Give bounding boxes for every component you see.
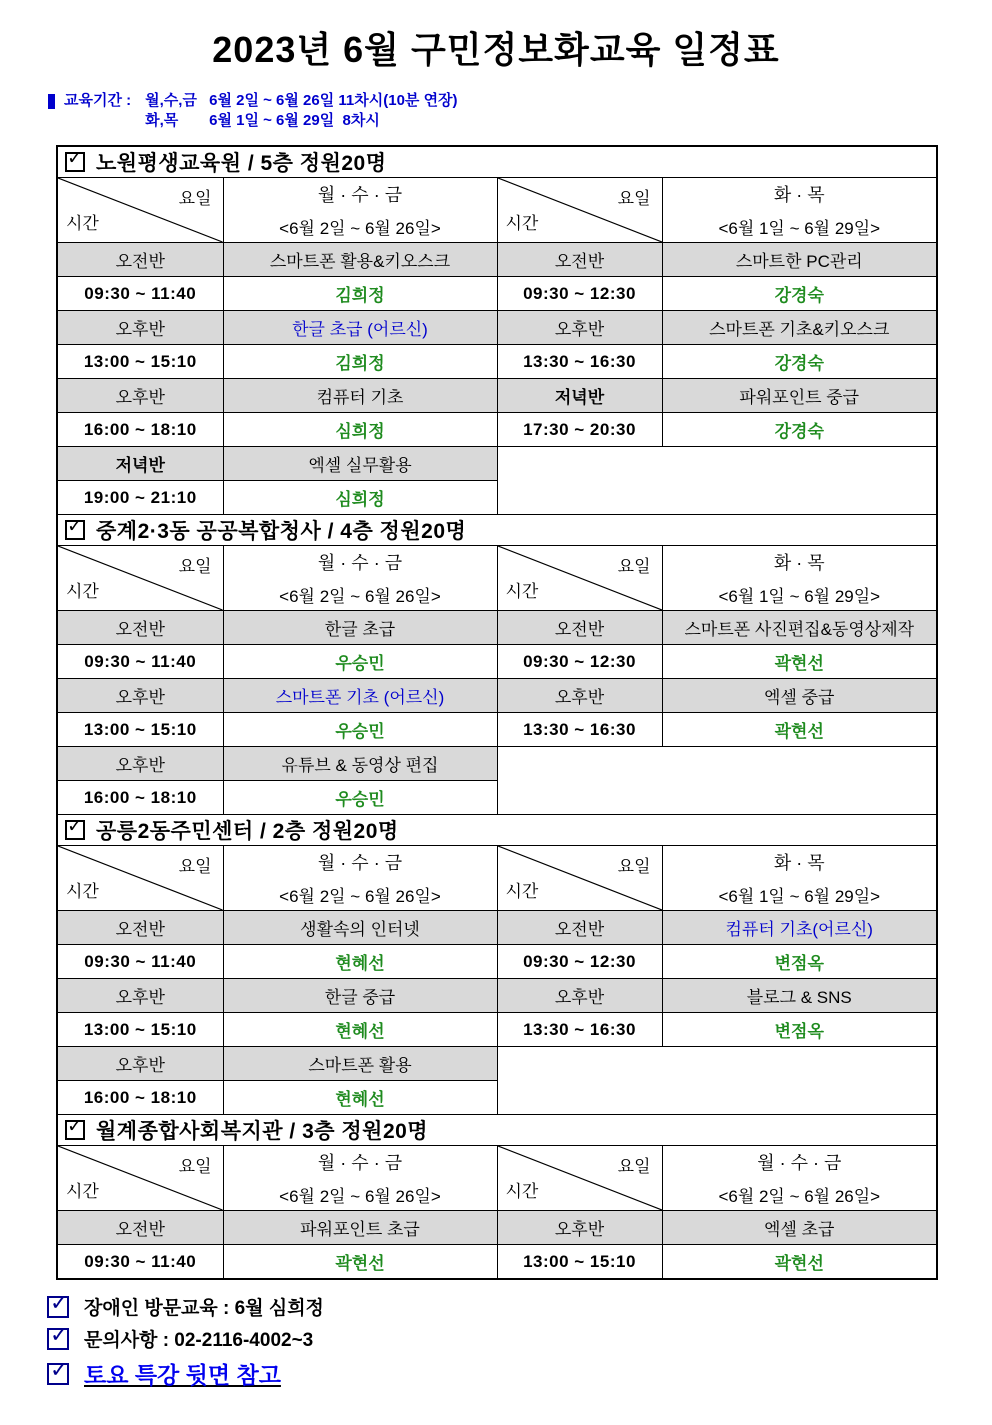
teacher-cell: 곽현선 bbox=[662, 1245, 937, 1280]
time-cell: 16:00 ~ 18:10 bbox=[57, 781, 223, 815]
class-label-cell: 오전반 bbox=[497, 243, 662, 277]
course-cell: 엑셀 초급 bbox=[662, 1211, 937, 1245]
day-dates: <6월 1일 ~ 6월 29일> bbox=[718, 887, 881, 906]
day-names: 월 · 수 · 금 bbox=[757, 1153, 842, 1173]
class-label-cell: 오후반 bbox=[57, 679, 223, 713]
course-cell: 엑셀 실무활용 bbox=[223, 447, 497, 481]
time-cell: 09:30 ~ 12:30 bbox=[497, 945, 662, 979]
teacher-cell: 곽현선 bbox=[662, 645, 937, 679]
day-dates: <6월 2일 ~ 6월 26일> bbox=[279, 587, 441, 606]
time-cell: 19:00 ~ 21:10 bbox=[57, 481, 223, 515]
empty-cell bbox=[497, 747, 937, 815]
day-axis-label: 요일 bbox=[617, 557, 651, 576]
time-cell: 09:30 ~ 12:30 bbox=[497, 645, 662, 679]
time-cell: 09:30 ~ 11:40 bbox=[57, 945, 223, 979]
day-axis-label: 요일 bbox=[617, 1157, 651, 1176]
day-header-cell bbox=[662, 1146, 937, 1211]
teacher-cell: 변점옥 bbox=[662, 945, 937, 979]
period-days: 화,목 bbox=[145, 112, 179, 129]
diagonal-header-cell bbox=[57, 1146, 223, 1211]
time-axis-label: 시간 bbox=[505, 582, 539, 601]
class-label-cell: 오전반 bbox=[57, 1211, 223, 1245]
day-dates: <6월 2일 ~ 6월 26일> bbox=[279, 1187, 441, 1206]
teacher-cell: 강경숙 bbox=[662, 345, 937, 379]
section-header bbox=[57, 1115, 937, 1146]
time-axis-label: 시간 bbox=[66, 214, 99, 233]
footer-note-text: 토요 특강 뒷면 참고 bbox=[84, 1362, 281, 1388]
day-header-cell bbox=[223, 178, 497, 243]
diagonal-header-cell bbox=[57, 546, 223, 611]
class-label-cell: 오후반 bbox=[497, 1211, 662, 1245]
course-cell: 엑셀 중급 bbox=[662, 679, 937, 713]
class-label-cell: 저녁반 bbox=[57, 447, 223, 481]
day-names: 월 · 수 · 금 bbox=[317, 185, 403, 205]
teacher-cell: 우승민 bbox=[223, 713, 497, 747]
class-label-cell: 오후반 bbox=[57, 979, 223, 1013]
day-names: 월 · 수 · 금 bbox=[317, 553, 403, 573]
teacher-cell: 현혜선 bbox=[223, 1013, 497, 1047]
time-cell: 09:30 ~ 12:30 bbox=[497, 277, 662, 311]
class-label-cell: 오후반 bbox=[57, 747, 223, 781]
course-cell: 파워포인트 중급 bbox=[662, 379, 937, 413]
time-cell: 13:00 ~ 15:10 bbox=[57, 1013, 223, 1047]
course-cell: 컴퓨터 기초 bbox=[223, 379, 497, 413]
section-header bbox=[57, 146, 937, 178]
footer-notes bbox=[47, 1289, 992, 1390]
diagonal-header-cell bbox=[57, 178, 223, 243]
education-period bbox=[48, 91, 992, 131]
course-cell: 스마트폰 활용 bbox=[223, 1047, 497, 1081]
day-dates: <6월 2일 ~ 6월 26일> bbox=[279, 219, 441, 238]
class-label-cell: 오후반 bbox=[497, 979, 662, 1013]
course-cell: 파워포인트 초급 bbox=[223, 1211, 497, 1245]
section-title: 중계2·3동 공공복합청사 / 4층 정원20명 bbox=[96, 520, 467, 543]
class-label-cell: 오후반 bbox=[57, 379, 223, 413]
footer-note-contact bbox=[47, 1321, 992, 1352]
checkbox-icon: ✓ bbox=[47, 1296, 69, 1318]
teacher-cell: 심희정 bbox=[223, 481, 497, 515]
section-title: 월계종합사회복지관 / 3층 정원20명 bbox=[96, 1120, 429, 1143]
page-title: 2023년 6월 구민정보화교육 일정표 bbox=[212, 29, 780, 70]
day-dates: <6월 1일 ~ 6월 29일> bbox=[718, 587, 881, 606]
time-cell: 13:30 ~ 16:30 bbox=[497, 345, 662, 379]
time-axis-label: 시간 bbox=[66, 1182, 99, 1201]
time-axis-label: 시간 bbox=[505, 882, 539, 901]
class-label-cell: 저녁반 bbox=[497, 379, 662, 413]
course-cell: 컴퓨터 기초(어르신) bbox=[662, 911, 937, 945]
time-cell: 16:00 ~ 18:10 bbox=[57, 413, 223, 447]
time-cell: 17:30 ~ 20:30 bbox=[497, 413, 662, 447]
class-label-cell: 오전반 bbox=[497, 611, 662, 645]
teacher-cell: 우승민 bbox=[223, 645, 497, 679]
period-days: 월,수,금 bbox=[145, 92, 197, 109]
time-axis-label: 시간 bbox=[66, 582, 99, 601]
time-cell: 13:30 ~ 16:30 bbox=[497, 713, 662, 747]
time-axis-label: 시간 bbox=[505, 1182, 539, 1201]
course-cell: 스마트한 PC관리 bbox=[662, 243, 937, 277]
section-header bbox=[57, 515, 937, 546]
day-dates: <6월 2일 ~ 6월 26일> bbox=[279, 887, 441, 906]
day-names: 월 · 수 · 금 bbox=[317, 1153, 403, 1173]
class-label-cell: 오전반 bbox=[497, 911, 662, 945]
blue-bar-icon bbox=[48, 94, 55, 109]
class-label-cell: 오후반 bbox=[497, 679, 662, 713]
time-cell: 13:00 ~ 15:10 bbox=[497, 1245, 662, 1280]
class-label-cell: 오후반 bbox=[57, 1047, 223, 1081]
day-names: 월 · 수 · 금 bbox=[317, 853, 403, 873]
teacher-cell: 심희정 bbox=[223, 413, 497, 447]
course-cell: 생활속의 인터넷 bbox=[223, 911, 497, 945]
teacher-cell: 김희정 bbox=[223, 345, 497, 379]
empty-cell bbox=[497, 1047, 937, 1115]
checkbox-icon: ✓ bbox=[65, 152, 85, 172]
diagonal-header-cell bbox=[497, 846, 662, 911]
day-header-cell bbox=[662, 546, 937, 611]
class-label-cell: 오후반 bbox=[497, 311, 662, 345]
teacher-cell: 강경숙 bbox=[662, 277, 937, 311]
day-header-cell bbox=[223, 1146, 497, 1211]
class-label-cell: 오후반 bbox=[57, 311, 223, 345]
checkbox-icon: ✓ bbox=[65, 520, 85, 540]
course-cell: 한글 중급 bbox=[223, 979, 497, 1013]
course-cell: 한글 초급 (어르신) bbox=[223, 311, 497, 345]
empty-cell bbox=[497, 447, 937, 515]
time-axis-label: 시간 bbox=[505, 214, 539, 233]
period-line bbox=[145, 91, 457, 111]
course-cell: 스마트폰 기초 (어르신) bbox=[223, 679, 497, 713]
course-cell: 유튜브 & 동영상 편집 bbox=[223, 747, 497, 781]
checkbox-icon: ✓ bbox=[65, 1120, 85, 1140]
day-header-cell bbox=[223, 546, 497, 611]
diagonal-header-cell bbox=[497, 178, 662, 243]
day-names: 화 · 목 bbox=[773, 853, 825, 873]
time-cell: 09:30 ~ 11:40 bbox=[57, 1245, 223, 1280]
footer-note-saturday-special bbox=[47, 1357, 992, 1390]
day-dates: <6월 1일 ~ 6월 29일> bbox=[718, 219, 881, 238]
period-line bbox=[145, 111, 457, 131]
diagonal-header-cell bbox=[497, 1146, 662, 1211]
time-cell: 13:00 ~ 15:10 bbox=[57, 345, 223, 379]
course-cell: 스마트폰 사진편집&동영상제작 bbox=[662, 611, 937, 645]
time-cell: 09:30 ~ 11:40 bbox=[57, 645, 223, 679]
footer-note-text: 문의사항 : 02-2116-4002~3 bbox=[84, 1330, 314, 1351]
course-cell: 블로그 & SNS bbox=[662, 979, 937, 1013]
footer-note-visit-education bbox=[47, 1289, 992, 1320]
teacher-cell: 김희정 bbox=[223, 277, 497, 311]
period-detail: 6월 2일 ~ 6월 26일 11차시(10분 연장) bbox=[209, 92, 458, 109]
class-label-cell: 오전반 bbox=[57, 243, 223, 277]
schedule-table bbox=[56, 145, 938, 1280]
course-cell: 한글 초급 bbox=[223, 611, 497, 645]
day-dates: <6월 2일 ~ 6월 26일> bbox=[718, 1187, 881, 1206]
time-cell: 13:30 ~ 16:30 bbox=[497, 1013, 662, 1047]
diagonal-header-cell bbox=[497, 546, 662, 611]
time-axis-label: 시간 bbox=[66, 882, 99, 901]
teacher-cell: 곽현선 bbox=[662, 713, 937, 747]
time-cell: 13:00 ~ 15:10 bbox=[57, 713, 223, 747]
day-axis-label: 요일 bbox=[178, 189, 212, 208]
day-names: 화 · 목 bbox=[773, 553, 825, 573]
teacher-cell: 곽현선 bbox=[223, 1245, 497, 1280]
class-label-cell: 오전반 bbox=[57, 911, 223, 945]
teacher-cell: 강경숙 bbox=[662, 413, 937, 447]
teacher-cell: 우승민 bbox=[223, 781, 497, 815]
teacher-cell: 현혜선 bbox=[223, 1081, 497, 1115]
education-period-label: 교육기간 : bbox=[64, 92, 132, 109]
day-axis-label: 요일 bbox=[617, 189, 651, 208]
course-cell: 스마트폰 활용&키오스크 bbox=[223, 243, 497, 277]
section-title: 공릉2동주민센터 / 2층 정원20명 bbox=[96, 820, 399, 843]
time-cell: 09:30 ~ 11:40 bbox=[57, 277, 223, 311]
time-cell: 16:00 ~ 18:10 bbox=[57, 1081, 223, 1115]
education-period-lines bbox=[145, 91, 457, 131]
schedule-table-body bbox=[57, 146, 937, 1279]
day-axis-label: 요일 bbox=[178, 1157, 212, 1176]
day-axis-label: 요일 bbox=[178, 857, 212, 876]
period-detail: 6월 1일 ~ 6월 29일 8차시 bbox=[209, 112, 380, 129]
section-title: 노원평생교육원 / 5층 정원20명 bbox=[96, 152, 387, 175]
day-header-cell bbox=[662, 846, 937, 911]
diagonal-header-cell bbox=[57, 846, 223, 911]
section-header bbox=[57, 815, 937, 846]
day-header-cell bbox=[662, 178, 937, 243]
teacher-cell: 현혜선 bbox=[223, 945, 497, 979]
footer-note-text: 장애인 방문교육 : 6월 심희정 bbox=[84, 1298, 324, 1319]
teacher-cell: 변점옥 bbox=[662, 1013, 937, 1047]
checkbox-icon: ✓ bbox=[47, 1363, 69, 1385]
day-axis-label: 요일 bbox=[617, 857, 651, 876]
class-label-cell: 오전반 bbox=[57, 611, 223, 645]
day-names: 화 · 목 bbox=[773, 185, 825, 205]
checkbox-icon: ✓ bbox=[65, 820, 85, 840]
course-cell: 스마트폰 기초&키오스크 bbox=[662, 311, 937, 345]
day-axis-label: 요일 bbox=[178, 557, 212, 576]
day-header-cell bbox=[223, 846, 497, 911]
checkbox-icon: ✓ bbox=[47, 1328, 69, 1350]
